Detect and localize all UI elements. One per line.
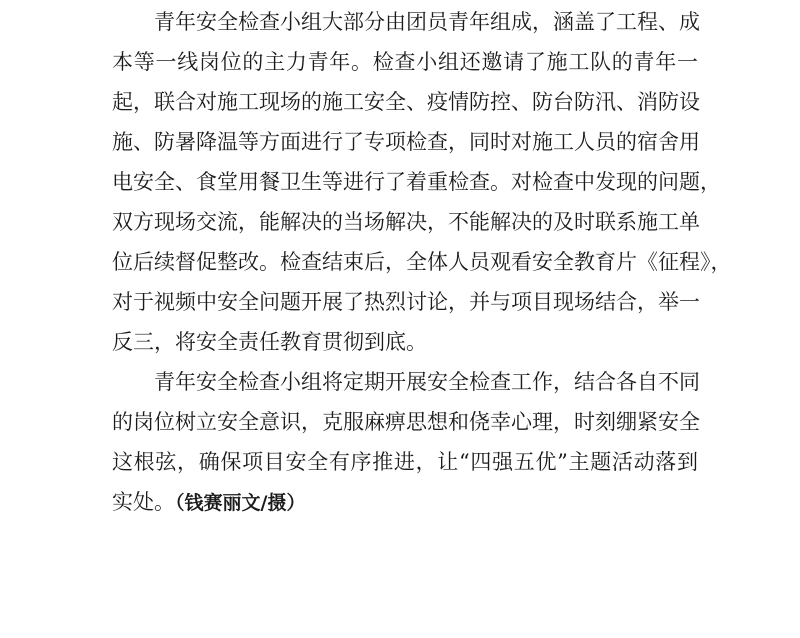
article-body <box>112 2 732 522</box>
text-line: 实处。 <box>112 490 175 514</box>
text-line: 双方现场交流，能解决的当场解决，不能解决的及时联系施工单 <box>112 210 700 234</box>
text-line: 位后续督促整改。检查结束后，全体人员观看安全教育片《征程》， <box>112 250 732 274</box>
text-line: 青年安全检查小组将定期开展安全检查工作，结合各自不同 <box>154 370 700 394</box>
paragraph-2 <box>112 362 698 522</box>
text-line: 这根弦，确保项目安全有序推进，让“四强五优”主题活动落到 <box>112 450 698 474</box>
text-line: 对于视频中安全问题开展了热烈讨论，并与项目现场结合，举一 <box>112 290 700 314</box>
text-line-with-byline <box>112 482 698 522</box>
text-line: 反三，将安全责任教育贯彻到底。 <box>112 330 427 354</box>
byline: （钱赛丽文/摄） <box>175 492 306 514</box>
text-line: 起，联合对施工现场的施工安全、疫情防控、防台防汛、消防设 <box>112 90 700 114</box>
paragraph-1 <box>112 2 732 362</box>
text-line: 电安全、食堂用餐卫生等进行了着重检查。对检查中发现的问题， <box>112 170 721 194</box>
text-line: 青年安全检查小组大部分由团员青年组成，涵盖了工程、成 <box>154 10 700 34</box>
text-line: 本等一线岗位的主力青年。检查小组还邀请了施工队的青年一 <box>112 50 698 74</box>
text-line: 的岗位树立安全意识，克服麻痹思想和侥幸心理，时刻绷紧安全 <box>112 410 700 434</box>
text-line: 施、防暑降温等方面进行了专项检查，同时对施工人员的宿舍用 <box>112 130 700 154</box>
